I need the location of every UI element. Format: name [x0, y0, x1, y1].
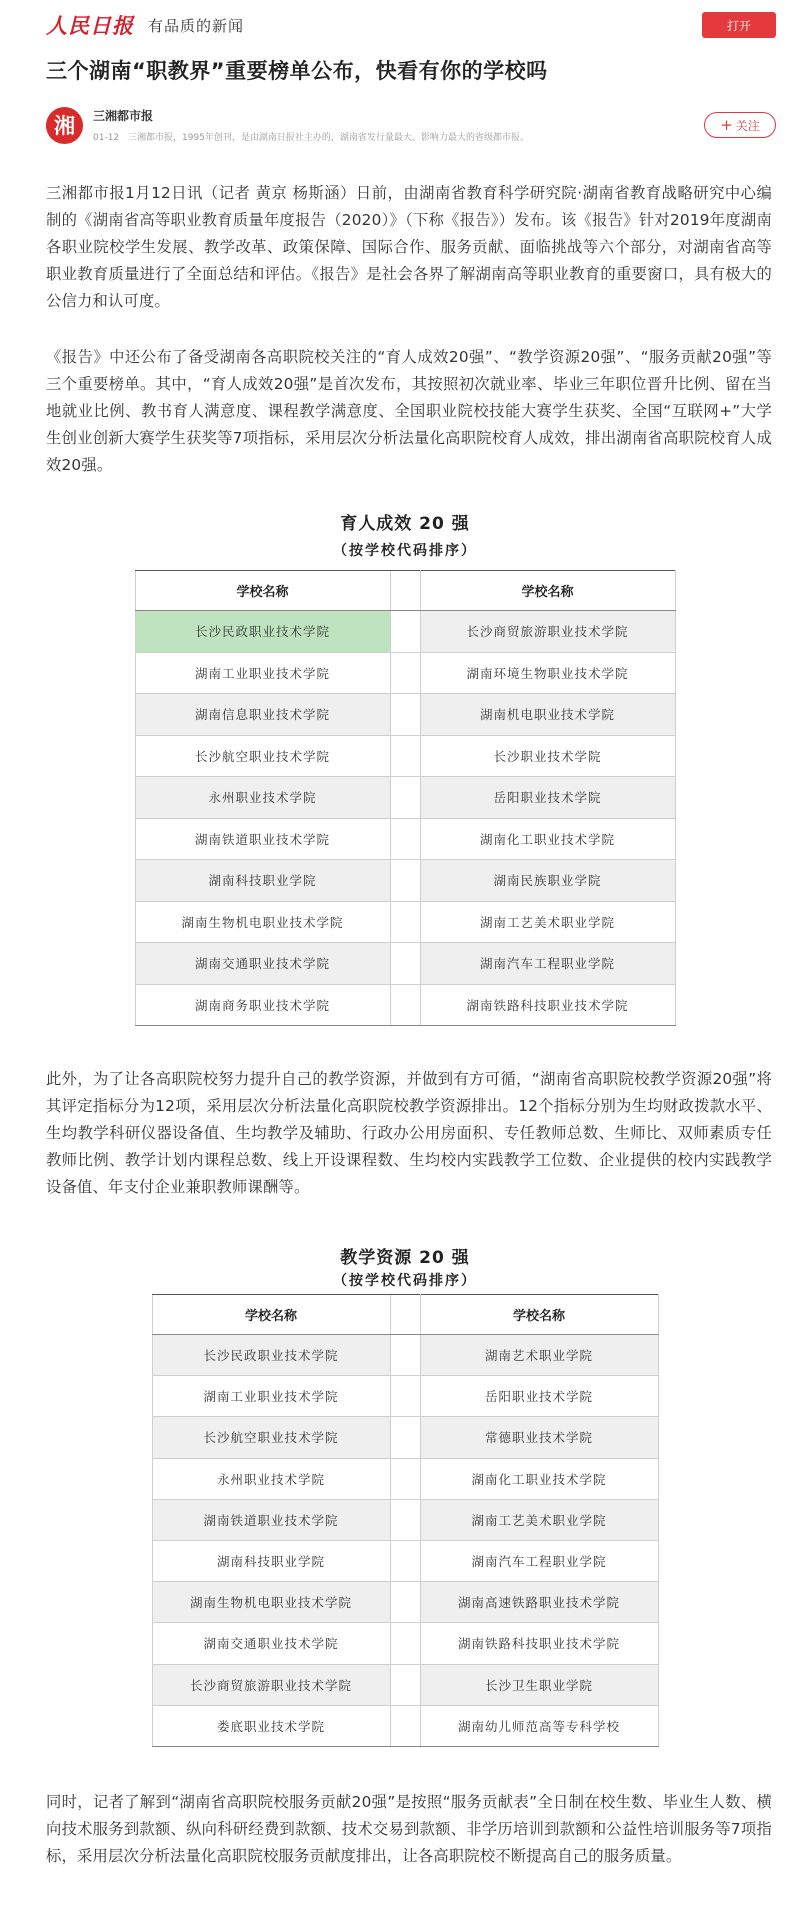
school-name-cell: 湖南艺术职业学院 [420, 1335, 658, 1376]
table-gap [390, 1664, 420, 1705]
ranking-figure-education [0, 509, 810, 1026]
table-gap [390, 984, 420, 1026]
figure-title: 教学资源 20 强 [340, 1248, 470, 1268]
table-gap [390, 777, 420, 819]
follow-label: 关注 [735, 118, 760, 133]
school-name-cell: 湖南铁路科技职业技术学院 [420, 984, 675, 1026]
author-name[interactable]: 三湘都市报 [93, 109, 154, 123]
table-gap [390, 860, 420, 902]
school-name-cell: 湖南汽车工程职业学院 [420, 1540, 658, 1581]
table-row [135, 901, 675, 943]
school-name-cell: 湖南幼儿师范高等专科学校 [420, 1705, 658, 1746]
school-name-cell: 湖南工艺美术职业学院 [420, 1499, 658, 1540]
table-row [152, 1540, 658, 1581]
school-name-cell: 湖南科技职业学院 [152, 1540, 390, 1581]
school-name-cell: 长沙卫生职业学院 [420, 1664, 658, 1705]
table-gap [390, 1623, 420, 1664]
table-row [152, 1335, 658, 1376]
table-row [135, 860, 675, 902]
school-name-cell: 湖南铁道职业技术学院 [135, 818, 390, 860]
ranking-table [152, 1294, 659, 1747]
table-gap [390, 1335, 420, 1376]
publish-date: 01-12 [93, 133, 120, 143]
table-row [152, 1499, 658, 1540]
table-gap [390, 611, 420, 653]
school-name-cell: 湖南工业职业技术学院 [135, 652, 390, 694]
school-name-cell: 湖南交通职业技术学院 [152, 1623, 390, 1664]
author-row [0, 90, 810, 148]
table-gap [390, 901, 420, 943]
table-gap [390, 1376, 420, 1417]
figure-subtitle: （按学校代码排序） [333, 1273, 477, 1289]
author-info [93, 107, 704, 143]
figure-title: 育人成效 20 强 [340, 514, 470, 534]
school-name-cell: 岳阳职业技术学院 [420, 777, 675, 819]
table-row [152, 1376, 658, 1417]
school-name-cell: 湖南铁路科技职业技术学院 [420, 1623, 658, 1664]
open-app-button[interactable]: 打开 [702, 12, 776, 38]
table-header: 学校名称 [420, 571, 675, 611]
school-name-cell: 长沙民政职业技术学院 [152, 1335, 390, 1376]
table-row [152, 1582, 658, 1623]
table-gap [390, 1295, 420, 1335]
article-paragraph: 此外，为了让各高职院校努力提升自己的教学资源，并做到有方可循，“湖南省高职院校教学资源20强”将其评定指标分为12项，采用层次分析法量化高职院校教学资源排出。12个指标分别为生均财政拨款水平、生均教学科研仪器设备值、生均教学及辅助、行政办公用房面积、专任教师总数、生师比、双师素质专任教师比例、教学计划内课程总数、线上开设课程数、生均校内实践教学工位数、企业提供的校内实践教学设备值、年支付企业兼职教师课酬等。 [46, 1070, 772, 1196]
school-name-cell: 湖南汽车工程职业学院 [420, 943, 675, 985]
table-gap [390, 1582, 420, 1623]
school-name-cell: 岳阳职业技术学院 [420, 1376, 658, 1417]
school-name-cell: 湖南化工职业技术学院 [420, 818, 675, 860]
table-row [135, 943, 675, 985]
table-header: 学校名称 [135, 571, 390, 611]
table-row [152, 1664, 658, 1705]
ranking-table [135, 570, 676, 1026]
peoples-daily-logo[interactable]: 人民日报 [46, 13, 134, 38]
school-name-cell: 长沙商贸旅游职业技术学院 [152, 1664, 390, 1705]
table-row [135, 694, 675, 736]
table-gap [390, 1705, 420, 1746]
school-name-cell: 长沙商贸旅游职业技术学院 [420, 611, 675, 653]
school-name-cell: 湖南生物机电职业技术学院 [152, 1582, 390, 1623]
table-gap [390, 652, 420, 694]
table-gap [390, 943, 420, 985]
school-name-cell: 湖南生物机电职业技术学院 [135, 901, 390, 943]
table-gap [390, 571, 420, 611]
table-gap [390, 818, 420, 860]
school-name-cell: 湖南铁道职业技术学院 [152, 1499, 390, 1540]
school-name-cell: 永州职业技术学院 [135, 777, 390, 819]
school-name-cell: 湖南机电职业技术学院 [420, 694, 675, 736]
school-name-cell: 永州职业技术学院 [152, 1458, 390, 1499]
school-name-cell: 湖南环境生物职业技术学院 [420, 652, 675, 694]
table-row [152, 1458, 658, 1499]
article-title: 三个湖南“职教界”重要榜单公布，快看有你的学校吗 [46, 59, 548, 83]
author-description: 三湘都市报，1995年创刊，是由湖南日报社主办的，湖南省发行量最大、影响力最大的省级都市报。 [128, 133, 529, 143]
article-paragraph: 三湘都市报1月12日讯（记者 黄京 杨斯涵）日前，由湖南省教育科学研究院·湖南省教育战略研究中心编制的《湖南省高等职业教育质量年度报告（2020）》（下称《报告》）发布。该《报告》针对2019年度湖南各职业院校学生发展、教学改革、政策保障、国际合作、服务贡献、面临挑战等六个部分，对湖南省高等职业教育质量进行了全面总结和评估。《报告》是社会各界了解湖南高等职业教育的重要窗口，具有极大的公信力和认可度。 [46, 184, 772, 310]
slogan: 有品质的新闻 [148, 16, 245, 35]
school-name-cell: 长沙职业技术学院 [420, 735, 675, 777]
school-name-cell: 湖南科技职业学院 [135, 860, 390, 902]
ranking-figure-resources [0, 1243, 810, 1747]
school-name-cell: 长沙民政职业技术学院 [135, 611, 390, 653]
school-name-cell: 湖南交通职业技术学院 [135, 943, 390, 985]
table-header: 学校名称 [420, 1295, 658, 1335]
article-paragraph: 《报告》中还公布了备受湖南各高职院校关注的“育人成效20强”、“教学资源20强”、“服务贡献20强”等三个重要榜单。其中，“育人成效20强”是首次发布，其按照初次就业率、毕业三年职位晋升比例、留在当地就业比例、教书育人满意度、课程教学满意度、全国职业院校技能大赛学生获奖、全国“互联网+”大学生创业创新大赛学生获奖等7项指标，采用层次分析法量化高职院校育人成效，排出湖南省高职院校育人成效20强。 [46, 348, 772, 474]
plus-icon: + [720, 116, 733, 134]
table-gap [390, 1540, 420, 1581]
table-row [152, 1623, 658, 1664]
table-gap [390, 694, 420, 736]
table-row [135, 777, 675, 819]
school-name-cell: 湖南信息职业技术学院 [135, 694, 390, 736]
school-name-cell: 长沙航空职业技术学院 [135, 735, 390, 777]
school-name-cell: 湖南工业职业技术学院 [152, 1376, 390, 1417]
table-row [152, 1417, 658, 1458]
figure-subtitle: （按学校代码排序） [333, 543, 477, 559]
author-meta [93, 130, 704, 143]
table-row [135, 652, 675, 694]
school-name-cell: 湖南化工职业技术学院 [420, 1458, 658, 1499]
school-name-cell: 湖南工艺美术职业学院 [420, 901, 675, 943]
table-row [135, 818, 675, 860]
table-gap [390, 735, 420, 777]
school-name-cell: 娄底职业技术学院 [152, 1705, 390, 1746]
table-gap [390, 1417, 420, 1458]
table-gap [390, 1458, 420, 1499]
table-header: 学校名称 [152, 1295, 390, 1335]
author-avatar[interactable]: 湘 [46, 107, 83, 144]
table-row [135, 611, 675, 653]
table-gap [390, 1499, 420, 1540]
table-row [135, 735, 675, 777]
school-name-cell: 长沙航空职业技术学院 [152, 1417, 390, 1458]
follow-button[interactable] [704, 112, 776, 138]
school-name-cell: 湖南高速铁路职业技术学院 [420, 1582, 658, 1623]
table-row [135, 984, 675, 1026]
school-name-cell: 常德职业技术学院 [420, 1417, 658, 1458]
school-name-cell: 湖南民族职业学院 [420, 860, 675, 902]
table-row [152, 1705, 658, 1746]
top-bar [0, 0, 810, 50]
article-paragraph: 同时，记者了解到“湖南省高职院校服务贡献20强”是按照“服务贡献表”全日制在校生数、毕业生人数、横向技术服务到款额、纵向科研经费到款额、技术交易到款额、非学历培训到款额和公益性培训服务等7项指标，采用层次分析法量化高职院校服务贡献度排出，让各高职院校不断提高自己的服务质量。 [46, 1792, 772, 1865]
school-name-cell: 湖南商务职业技术学院 [135, 984, 390, 1026]
